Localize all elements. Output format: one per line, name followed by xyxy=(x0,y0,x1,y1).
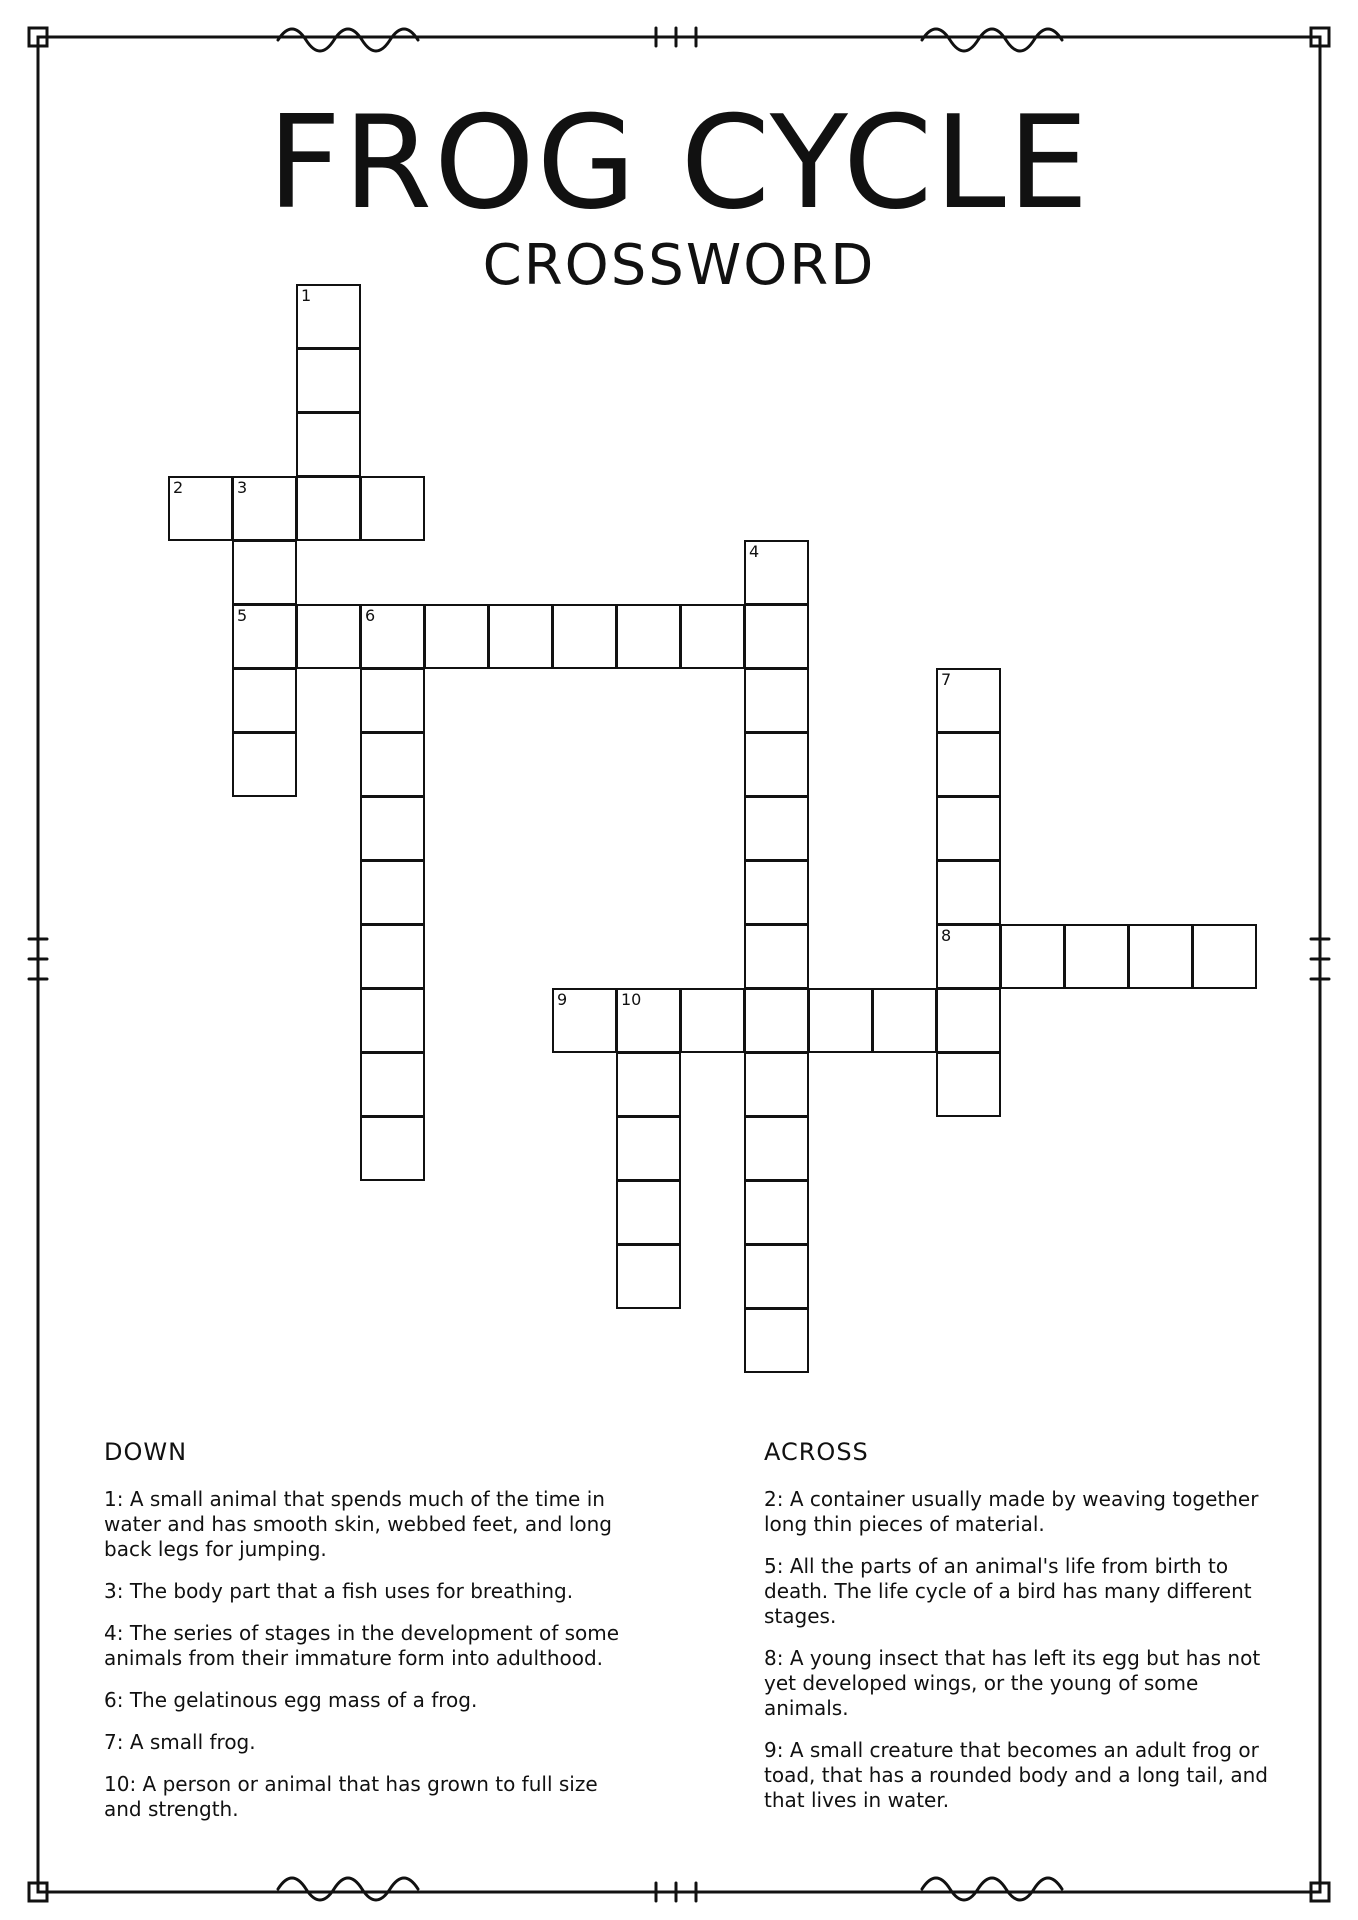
clue-number: 1 xyxy=(301,286,312,305)
page-title: FROG CYCLE xyxy=(267,89,1091,238)
crossword-cell[interactable] xyxy=(744,668,809,733)
crossword-cell[interactable] xyxy=(936,1052,1001,1117)
down-clue: 1: A small animal that spends much of the time in water and has smooth skin, webbed feet, and long back legs for jumping. xyxy=(104,1487,612,1561)
crossword-cell[interactable] xyxy=(872,988,937,1053)
crossword-cell[interactable] xyxy=(232,732,297,797)
clue-number: 2 xyxy=(173,478,184,497)
clue-number: 3 xyxy=(237,478,248,497)
crossword-cell[interactable] xyxy=(744,988,809,1053)
crossword-cell[interactable] xyxy=(744,540,809,605)
crossword-cell[interactable] xyxy=(936,988,1001,1053)
crossword-cell[interactable] xyxy=(360,476,425,541)
crossword-cell[interactable] xyxy=(1192,924,1257,989)
down-clue: 10: A person or animal that has grown to full size and strength. xyxy=(104,1772,598,1821)
clue-number: 4 xyxy=(749,542,760,561)
crossword-cell[interactable] xyxy=(296,412,361,477)
across-clue: 5: All the parts of an animal's life from birth to death. The life cycle of a bird has many different stages. xyxy=(764,1554,1252,1628)
down-clue: 6: The gelatinous egg mass of a frog. xyxy=(104,1688,478,1712)
crossword-cell[interactable] xyxy=(360,1052,425,1117)
page-subtitle: CROSSWORD xyxy=(482,233,876,298)
crossword-cell[interactable] xyxy=(936,860,1001,925)
crossword-cell[interactable] xyxy=(808,988,873,1053)
crossword-cell[interactable] xyxy=(744,924,809,989)
crossword-cell[interactable] xyxy=(936,668,1001,733)
clue-number: 10 xyxy=(621,990,642,1009)
crossword-cell[interactable] xyxy=(424,604,489,669)
crossword-cell[interactable] xyxy=(680,988,745,1053)
down-clue: 4: The series of stages in the development of some animals from their immature form into adulthood. xyxy=(104,1621,620,1670)
crossword-cell[interactable] xyxy=(680,604,745,669)
down-clues xyxy=(104,1440,624,1839)
clue-number: 5 xyxy=(237,606,248,625)
crossword-cell[interactable] xyxy=(488,604,553,669)
crossword-cell[interactable] xyxy=(744,796,809,861)
across-heading: ACROSS xyxy=(764,1438,869,1466)
crossword-cell[interactable] xyxy=(616,988,681,1053)
crossword-cell[interactable] xyxy=(1000,924,1065,989)
crossword-cell[interactable] xyxy=(744,604,809,669)
crossword-cell[interactable] xyxy=(552,604,617,669)
crossword-cell[interactable] xyxy=(360,860,425,925)
clue-number: 8 xyxy=(941,926,952,945)
crossword-cell[interactable] xyxy=(744,860,809,925)
clue-number: 9 xyxy=(557,990,568,1009)
crossword-cell[interactable] xyxy=(936,924,1001,989)
crossword-cell[interactable] xyxy=(744,1308,809,1373)
crossword-cell[interactable] xyxy=(360,924,425,989)
clue-number: 7 xyxy=(941,670,952,689)
crossword-cell[interactable] xyxy=(552,988,617,1053)
across-clue: 2: A container usually made by weaving together long thin pieces of material. xyxy=(764,1487,1259,1536)
crossword-cell[interactable] xyxy=(360,1116,425,1181)
crossword-cell[interactable] xyxy=(616,1244,681,1309)
down-clue: 3: The body part that a fish uses for breathing. xyxy=(104,1579,574,1603)
crossword-cell[interactable] xyxy=(616,1116,681,1181)
crossword-cell[interactable] xyxy=(936,796,1001,861)
clue-number: 6 xyxy=(365,606,376,625)
crossword-cell[interactable] xyxy=(360,796,425,861)
crossword-cell[interactable] xyxy=(296,284,361,349)
crossword-cell[interactable] xyxy=(616,604,681,669)
crossword-cell[interactable] xyxy=(232,476,297,541)
crossword-cell[interactable] xyxy=(232,668,297,733)
across-clue: 9: A small creature that becomes an adult frog or toad, that has a rounded body and a long tail, and that lives in water. xyxy=(764,1738,1268,1812)
crossword-cell[interactable] xyxy=(744,732,809,797)
crossword-cell[interactable] xyxy=(360,604,425,669)
crossword-cell[interactable] xyxy=(616,1180,681,1245)
crossword-cell[interactable] xyxy=(744,1052,809,1117)
crossword-cell[interactable] xyxy=(296,604,361,669)
crossword-cell[interactable] xyxy=(360,988,425,1053)
crossword-cell[interactable] xyxy=(360,668,425,733)
crossword-cell[interactable] xyxy=(232,540,297,605)
crossword-cell[interactable] xyxy=(1064,924,1129,989)
crossword-cell[interactable] xyxy=(296,348,361,413)
crossword-cell[interactable] xyxy=(168,476,233,541)
across-clues xyxy=(764,1440,1284,1830)
crossword-cell[interactable] xyxy=(360,732,425,797)
crossword-cell[interactable] xyxy=(1128,924,1193,989)
across-clue: 8: A young insect that has left its egg but has not yet developed wings, or the young of some animals. xyxy=(764,1646,1261,1720)
crossword-cell[interactable] xyxy=(616,1052,681,1117)
crossword-cell[interactable] xyxy=(232,604,297,669)
crossword-cell[interactable] xyxy=(296,476,361,541)
crossword-cell[interactable] xyxy=(744,1244,809,1309)
crossword-cell[interactable] xyxy=(936,732,1001,797)
crossword-cell[interactable] xyxy=(744,1116,809,1181)
down-heading: DOWN xyxy=(104,1438,188,1466)
down-clue: 7: A small frog. xyxy=(104,1730,256,1754)
crossword-cell[interactable] xyxy=(744,1180,809,1245)
